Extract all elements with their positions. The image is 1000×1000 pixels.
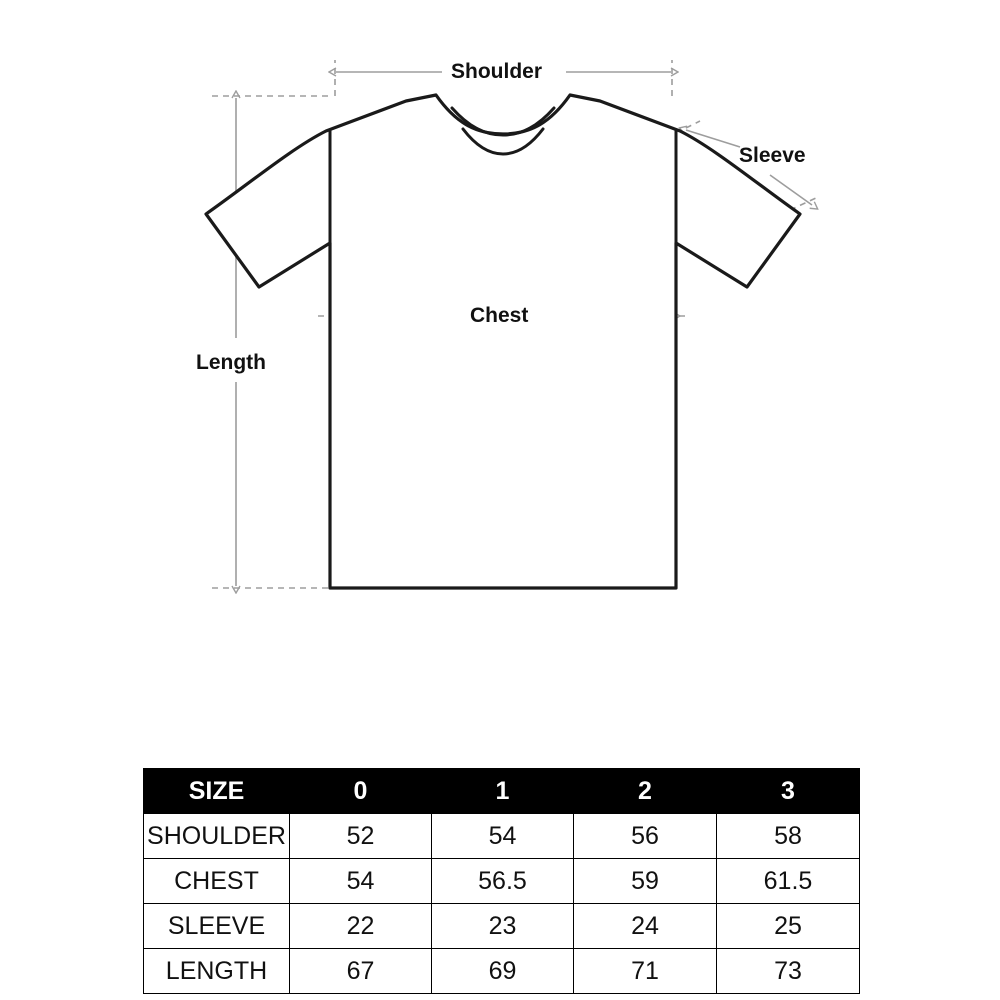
chest-label: Chest	[470, 304, 529, 327]
row-label-length: LENGTH	[144, 949, 290, 994]
table-row	[144, 814, 860, 859]
table-row	[144, 904, 860, 949]
cell-sleeve-0: 22	[290, 904, 432, 949]
table-row	[144, 859, 860, 904]
row-label-chest: CHEST	[144, 859, 290, 904]
tshirt-outline	[206, 95, 800, 588]
cell-shoulder-1: 54	[432, 814, 574, 859]
cell-length-2: 71	[574, 949, 717, 994]
table-row	[144, 949, 860, 994]
cell-length-0: 67	[290, 949, 432, 994]
cell-chest-0: 54	[290, 859, 432, 904]
header-size: SIZE	[144, 769, 290, 814]
cell-length-1: 69	[432, 949, 574, 994]
header-col-1: 1	[432, 769, 574, 814]
table-header-row	[144, 769, 860, 814]
sleeve-label: Sleeve	[739, 144, 806, 167]
size-table	[143, 768, 860, 994]
row-label-sleeve: SLEEVE	[144, 904, 290, 949]
cell-length-3: 73	[717, 949, 860, 994]
cell-shoulder-2: 56	[574, 814, 717, 859]
header-col-0: 0	[290, 769, 432, 814]
length-label: Length	[196, 351, 266, 374]
row-label-shoulder: SHOULDER	[144, 814, 290, 859]
shoulder-label: Shoulder	[451, 60, 543, 83]
cell-chest-3: 61.5	[717, 859, 860, 904]
cell-chest-1: 56.5	[432, 859, 574, 904]
cell-sleeve-1: 23	[432, 904, 574, 949]
header-col-2: 2	[574, 769, 717, 814]
cell-chest-2: 59	[574, 859, 717, 904]
size-table-container	[143, 768, 859, 994]
cell-shoulder-3: 58	[717, 814, 860, 859]
cell-sleeve-2: 24	[574, 904, 717, 949]
cell-shoulder-0: 52	[290, 814, 432, 859]
cell-sleeve-3: 25	[717, 904, 860, 949]
header-col-3: 3	[717, 769, 860, 814]
